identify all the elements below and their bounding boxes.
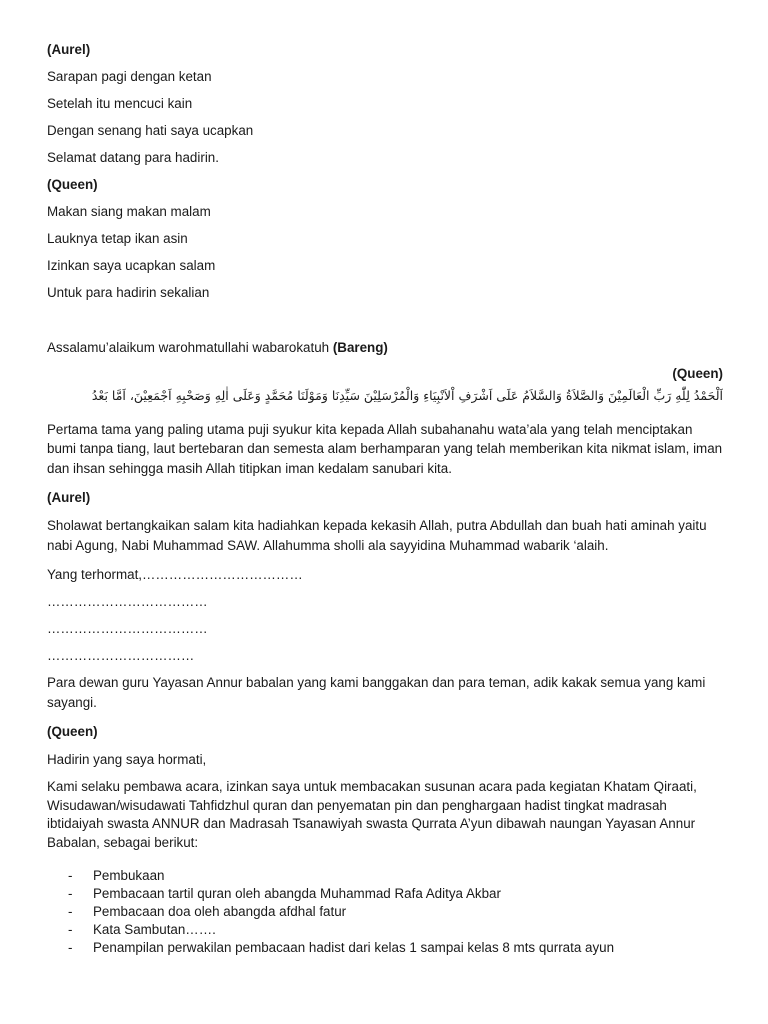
- bullet-dash: -: [68, 904, 73, 919]
- agenda-greeting: Hadirin yang saya hormati,: [47, 752, 207, 767]
- list-item-text: Pembacaan tartil quran oleh abangda Muhammad Rafa Aditya Akbar: [93, 886, 501, 901]
- speaker-queen-label: (Queen): [47, 724, 98, 739]
- dotted-placeholder: ………………………………: [47, 594, 208, 609]
- pantun-line: Dengan senang hati saya ucapkan: [47, 123, 254, 138]
- list-item: [47, 921, 723, 939]
- agenda-paragraph: Kami selaku pembawa acara, izinkan saya untuk membacakan susunan acara pada kegiatan Khatam Qiraati, Wisudawan/wisudawati Tahfidzhul quran dan penyematan pin dan penghargaan hadist tingkat madrasah ibtidaiyah swasta ANNUR dan Madrasah Tsanawiyah swasta Qurrata A’yun dibawah naungan Yayasan Annur Babalan, sebagai berikut:: [47, 779, 697, 850]
- respect-paragraph: Para dewan guru Yayasan Annur babalan yang kami banggakan dan para teman, adik kakak semua yang kami sayangi.: [47, 675, 706, 710]
- bullet-dash: -: [68, 868, 73, 883]
- pantun-line: Izinkan saya ucapkan salam: [47, 258, 216, 273]
- respect-title: Yang terhormat,………………………………: [47, 567, 303, 582]
- greeting-line: [47, 338, 723, 357]
- bullet-dash: -: [68, 940, 73, 955]
- bullet-dash: -: [68, 886, 73, 901]
- pantun-line: Selamat datang para hadirin.: [47, 150, 219, 165]
- pantun-line: Lauknya tetap ikan asin: [47, 231, 188, 246]
- greeting-text: Assalamu’alaikum warohmatullahi wabarokatuh: [47, 340, 333, 355]
- arabic-opening: اَلْحَمْدُ لِلّٰهِ رَبِّ الْعَالَمِيْنَ وَالصَّلاَةُ وَالسَّلاَمُ عَلَى اَشْرَفِ اْلاَنْبِيَاءِ وَالْمُرْسَلِيْنَ سَيِّدِنَا وَمَوْلَنَا مُحَمَّدٍ وَعَلَى اٰلِهِ وَصَحْبِهِ اَجْمَعِيْنَ، اَمَّا بَعْدُ: [91, 388, 723, 403]
- dotted-placeholder: ………………………………: [47, 621, 208, 636]
- speaker-aurel-label: (Aurel): [47, 42, 91, 57]
- speaker-queen-label: (Queen): [47, 177, 98, 192]
- pantun-line: Untuk para hadirin sekalian: [47, 285, 210, 300]
- speaker-aurel-label: (Aurel): [47, 490, 91, 505]
- opening-paragraph: Pertama tama yang paling utama puji syukur kita kepada Allah subahanahu wata’ala yang telah menciptakan bumi tanpa tiang, laut bertebaran dan semesta alam berhamparan yang telah memberikan kita nikmat islam, iman dan ihsan sehingga masih Allah titipkan iman kedalam sanubari kita.: [47, 421, 723, 476]
- list-item-text: Pembacaan doa oleh abangda afdhal fatur: [93, 904, 347, 919]
- document-page: [47, 40, 723, 957]
- dotted-placeholder: ……………………………: [47, 648, 195, 663]
- list-item: [47, 939, 723, 957]
- list-item: [47, 903, 723, 921]
- bullet-dash: -: [68, 922, 73, 937]
- agenda-list: [47, 867, 723, 957]
- sholawat-paragraph: Sholawat bertangkaikan salam kita hadiahkan kepada kekasih Allah, putra Abdullah dan buah hati aminah yaitu nabi Agung, Nabi Muhammad SAW. Allahumma sholli ala sayyidina Muhammad wabarik ‘alaih.: [47, 518, 707, 553]
- pantun-line: Sarapan pagi dengan ketan: [47, 69, 212, 84]
- list-item: [47, 885, 723, 903]
- list-item-text: Penampilan perwakilan pembacaan hadist dari kelas 1 sampai kelas 8 mts qurrata ayun: [93, 940, 615, 955]
- list-item-text: Kata Sambutan…….: [93, 922, 216, 937]
- pantun-line: Makan siang makan malam: [47, 204, 211, 219]
- speaker-bareng-label: (Bareng): [332, 340, 388, 355]
- pantun-line: Setelah itu mencuci kain: [47, 96, 193, 111]
- speaker-queen-label: (Queen): [672, 366, 723, 381]
- list-item-text: Pembukaan: [93, 868, 165, 883]
- list-item: [47, 867, 723, 885]
